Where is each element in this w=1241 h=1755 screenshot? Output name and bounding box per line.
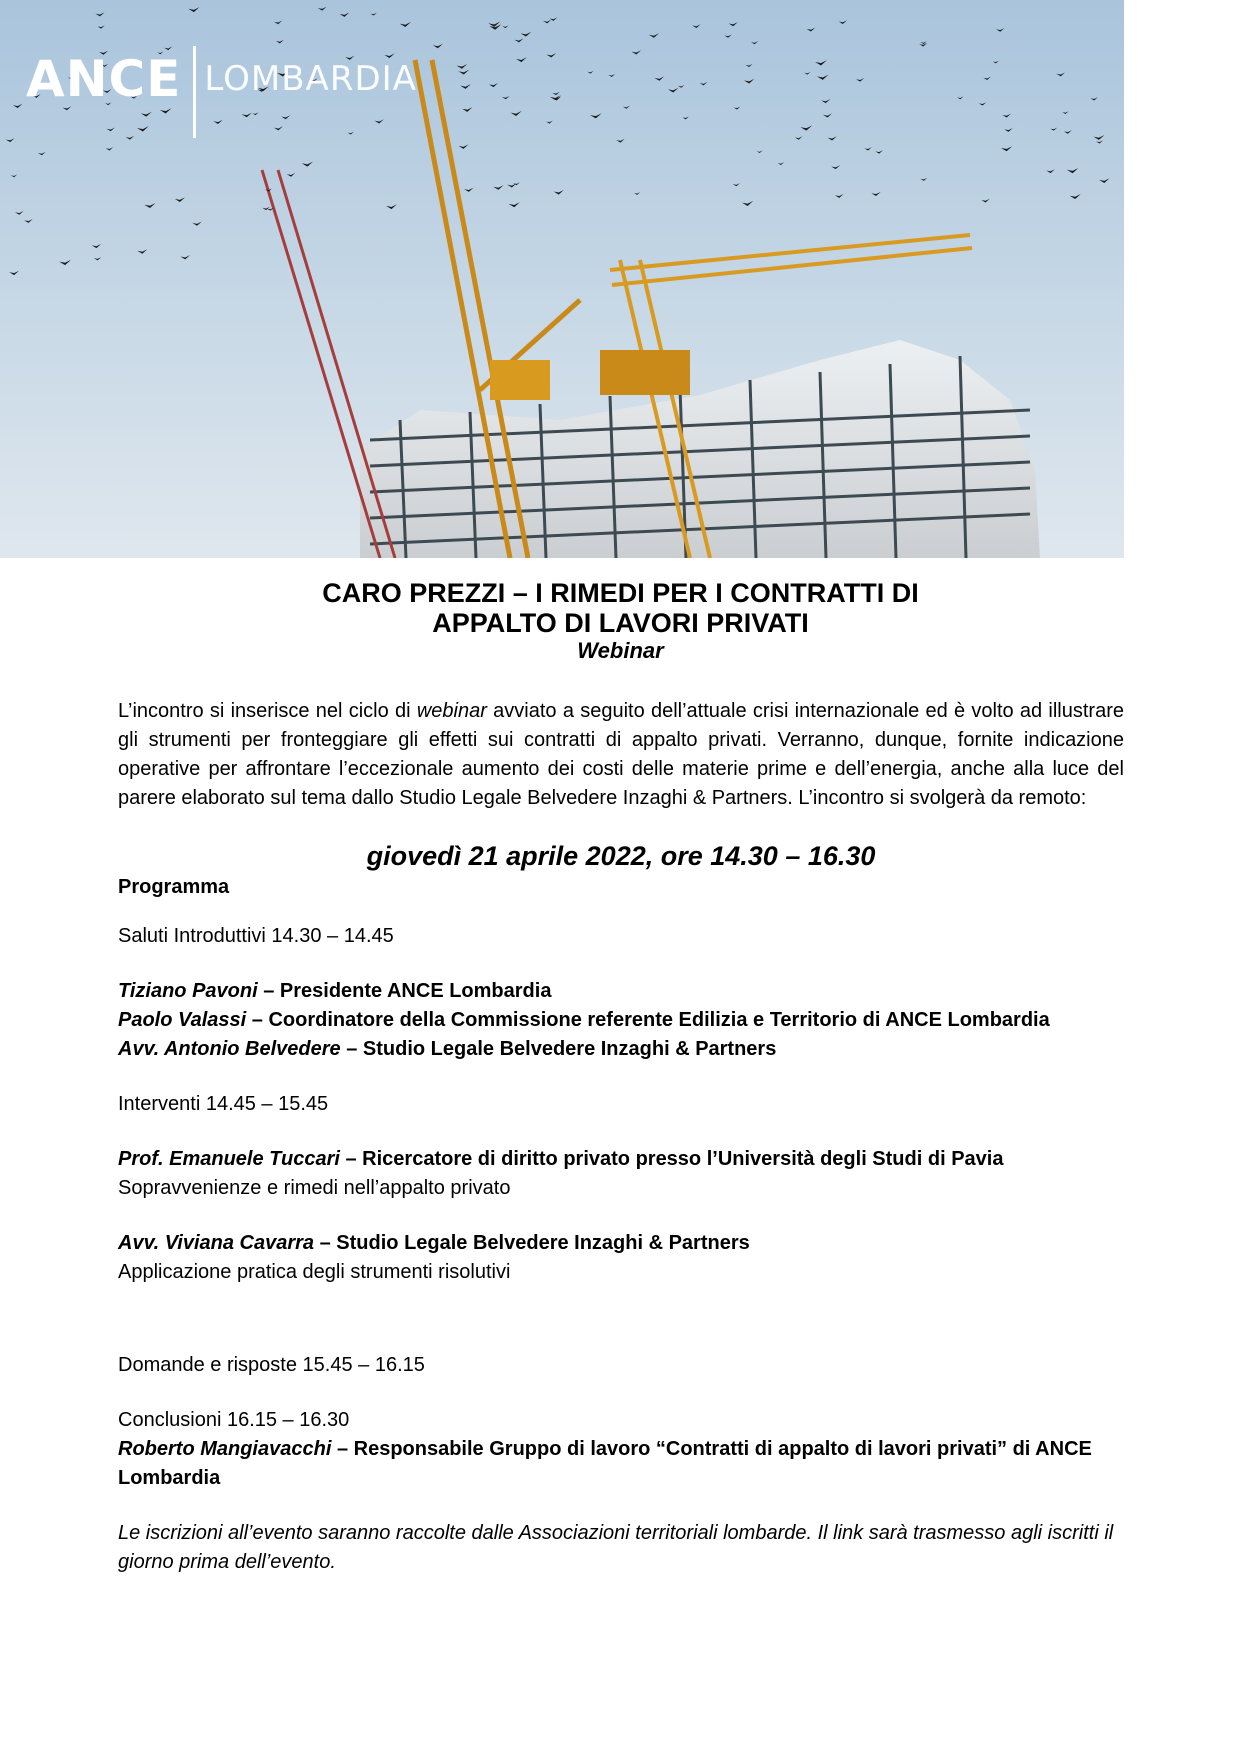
- crane-cab: [490, 360, 550, 400]
- domande-line: Domande e risposte 15.45 – 16.15: [118, 1354, 425, 1376]
- speaker-name: Avv. Viviana Cavarra: [118, 1232, 315, 1254]
- registration-note: Le iscrizioni all’evento saranno raccolte dalle Associazioni territoriali lombarde. Il link sarà trasmesso agli iscritti il giorno prima dell’evento.: [118, 1522, 1114, 1573]
- programma-heading: Programma: [118, 876, 230, 898]
- interventi-line: Interventi 14.45 – 15.45: [118, 1093, 329, 1115]
- speaker-name: Prof. Emanuele Tuccari: [118, 1148, 340, 1170]
- speaker-role: – Coordinatore della Commissione referente Edilizia e Territorio di ANCE Lombardia: [246, 1009, 1050, 1031]
- speaker-role: – Studio Legale Belvedere Inzaghi & Partners: [314, 1232, 750, 1254]
- speaker-name: Avv. Antonio Belvedere: [118, 1038, 341, 1060]
- ance-lombardia-logo: [26, 46, 417, 142]
- crane-cab-2: [600, 350, 690, 395]
- tuccari-topic: Sopravvenienze e rimedi nell’appalto privato: [118, 1177, 511, 1199]
- page-title-line2: APPALTO DI LAVORI PRIVATI: [432, 608, 809, 638]
- speaker-name: Paolo Valassi: [118, 1009, 247, 1031]
- speaker-cavarra: [118, 1229, 1124, 1258]
- logo-divider: [193, 46, 196, 138]
- speaker-name: Roberto Mangiavacchi: [118, 1438, 332, 1460]
- speaker-name: Tiziano Pavoni: [118, 980, 258, 1002]
- hero-image: [0, 0, 1124, 558]
- logo-region-text: LOMBARDIA: [204, 59, 417, 99]
- speaker-tuccari: [118, 1145, 1124, 1174]
- speaker-mangiavacchi: [118, 1435, 1124, 1493]
- intro-paragraph: [118, 697, 1124, 813]
- page-title-line1: CARO PREZZI – I RIMEDI PER I CONTRATTI DI: [322, 578, 919, 608]
- conclusioni-line: Conclusioni 16.15 – 16.30: [118, 1409, 350, 1431]
- speaker-valassi: [118, 1006, 1124, 1035]
- speaker-role: – Ricercatore di diritto privato presso l’Università degli Studi di Pavia: [339, 1148, 1004, 1170]
- speaker-belvedere: [118, 1035, 1124, 1064]
- page-subtitle: Webinar: [577, 638, 664, 663]
- cavarra-topic: Applicazione pratica degli strumenti risolutivi: [118, 1261, 511, 1283]
- speaker-pavoni: [118, 977, 1124, 1006]
- logo-ance-text: ANCE: [26, 50, 182, 108]
- speaker-role: – Studio Legale Belvedere Inzaghi & Partners: [340, 1038, 777, 1060]
- title-block: [0, 578, 1241, 664]
- speaker-role: – Responsabile Gruppo di lavoro “Contratti di appalto di lavori privati” di ANCE Lombardia: [118, 1438, 1092, 1489]
- event-date: giovedì 21 aprile 2022, ore 14.30 – 16.30: [366, 841, 876, 871]
- main-content: [118, 697, 1124, 1577]
- intro-text-start: L’incontro si inserisce nel ciclo di: [118, 700, 417, 722]
- speaker-role: – Presidente ANCE Lombardia: [257, 980, 552, 1002]
- intro-italic-word: webinar: [416, 700, 487, 722]
- intro-text-end: avviato a seguito dell’attuale crisi internazionale ed è volto ad illustrare gli strumenti per fronteggiare gli effetti sui contratti di appalto privati. Verranno, dunque, fornite indicazione operative per affrontare l’eccezionale aumento dei costi delle materie prime e dell’energia, anche alla luce del parere elaborato sul tema dallo Studio Legale Belvedere Inzaghi & Partners. L’incontro si svolgerà da remoto:: [118, 700, 1124, 809]
- saluti-line: Saluti Introduttivi 14.30 – 14.45: [118, 925, 394, 947]
